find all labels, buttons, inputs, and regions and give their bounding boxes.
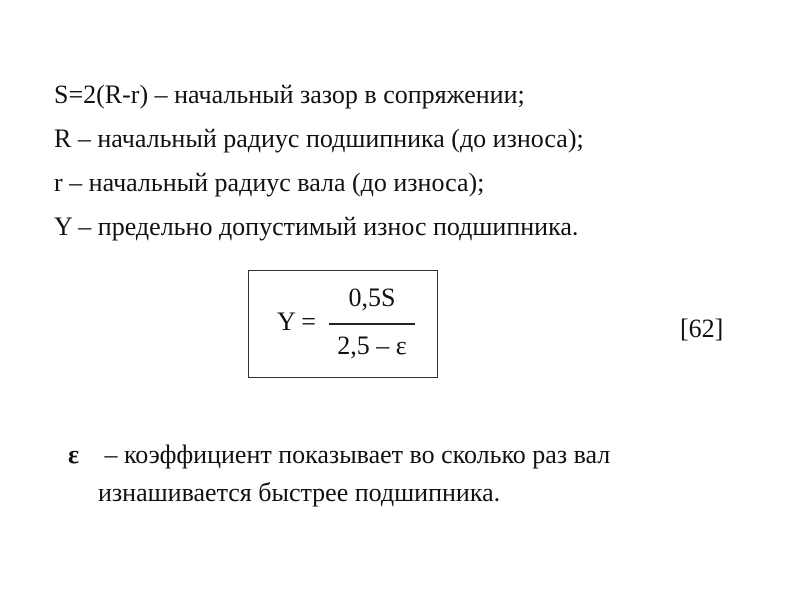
- epsilon-note-line2: изнашивается быстрее подшипника.: [98, 478, 501, 507]
- definition-r-small: r – начальный радиус вала (до износа);: [54, 168, 485, 197]
- epsilon-symbol: ε: [68, 440, 80, 469]
- fraction-bar: [329, 323, 415, 325]
- reference-number: [62]: [680, 314, 724, 343]
- definition-s: S=2(R-r) – начальный зазор в сопряжении;: [54, 80, 525, 109]
- formula-box: [248, 270, 438, 378]
- formula-fraction: [329, 283, 415, 367]
- formula-denominator: 2,5 – ε: [337, 331, 407, 360]
- epsilon-note-line1: [68, 436, 768, 474]
- definition-y: Y – предельно допустимый износ подшипника.: [54, 212, 579, 241]
- definition-r: R – начальный радиус подшипника (до износа);: [54, 124, 584, 153]
- formula-numerator: 0,5S: [348, 283, 396, 312]
- epsilon-note: [68, 436, 768, 512]
- epsilon-note-text1: – коэффициент показывает во сколько раз вал: [98, 440, 611, 469]
- formula-lhs: Y =: [277, 307, 316, 336]
